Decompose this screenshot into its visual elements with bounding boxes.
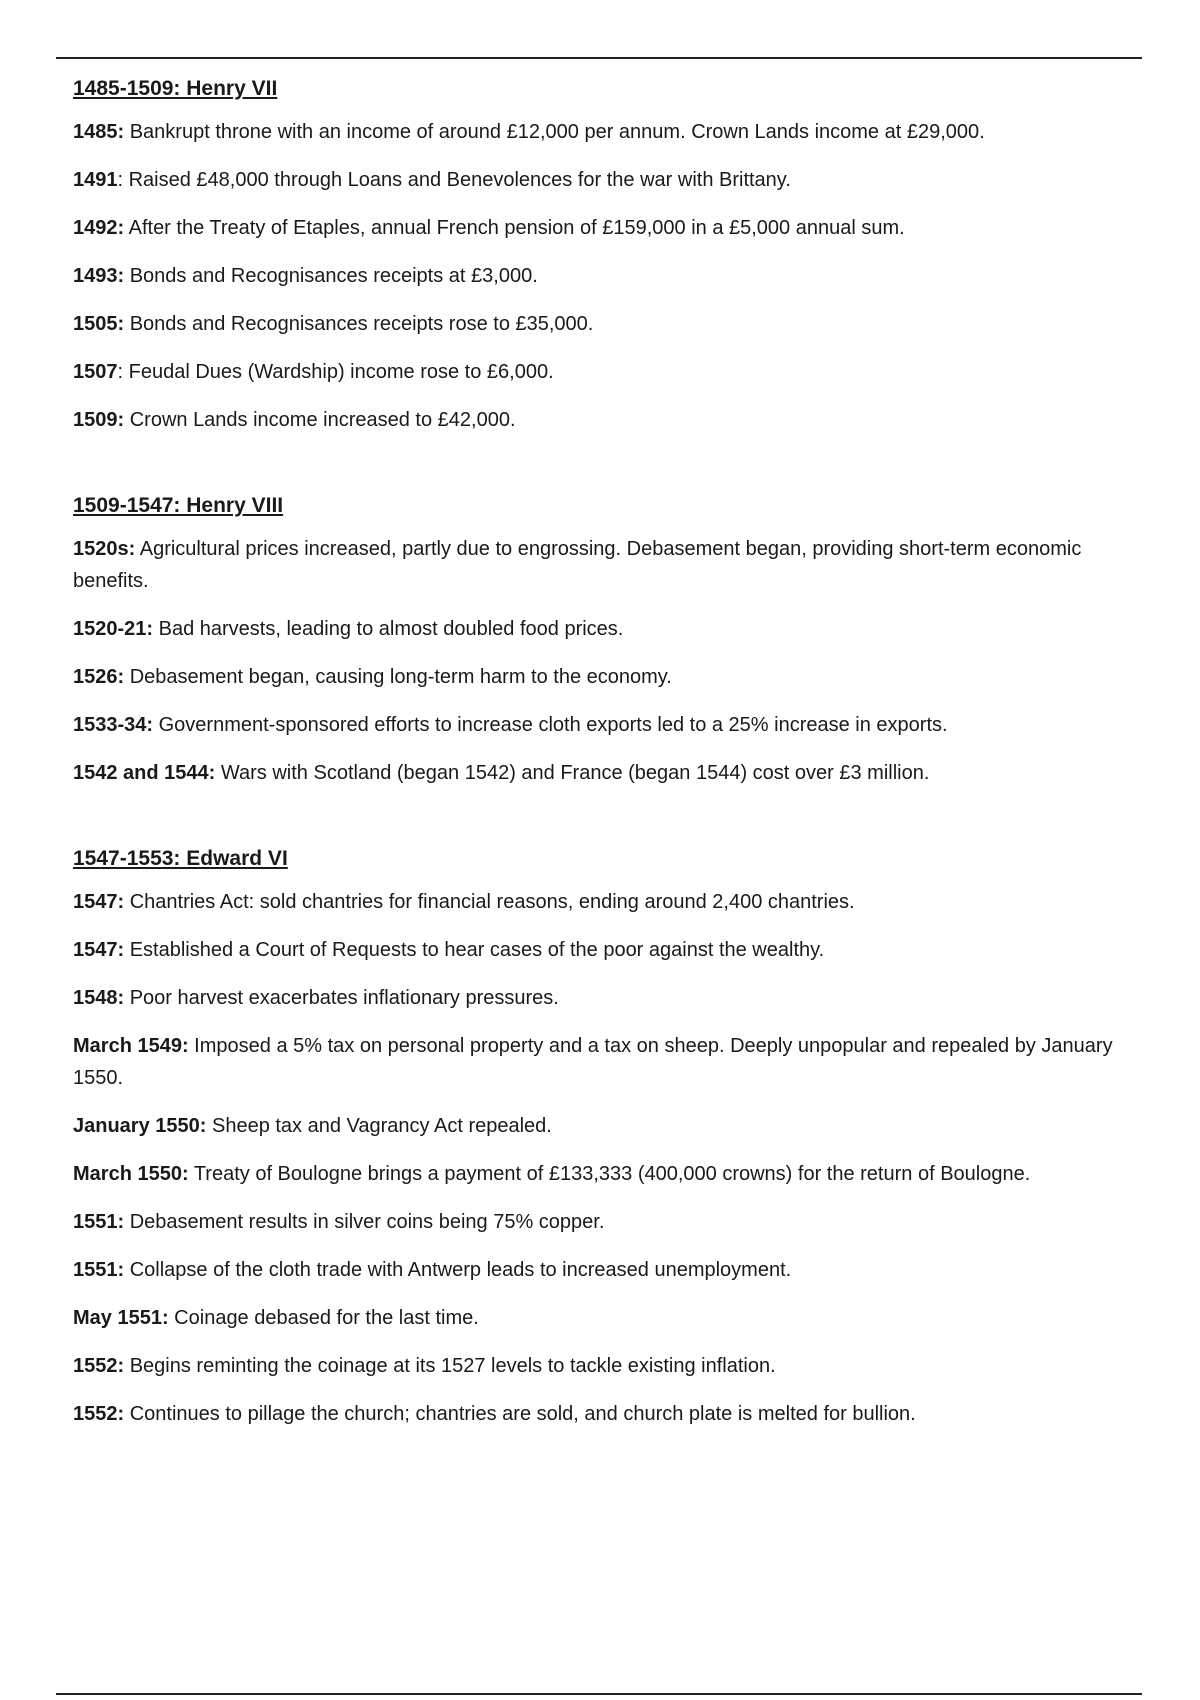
timeline-entry <box>73 164 1145 196</box>
timeline-entry <box>73 212 1145 244</box>
entry-year: 1547: <box>73 939 125 961</box>
timeline-entry <box>73 260 1145 292</box>
entry-text: Sheep tax and Vagrancy Act repealed. <box>206 1115 552 1137</box>
timeline-entry <box>73 886 1145 918</box>
entry-text: : Feudal Dues (Wardship) income rose to £6,000. <box>117 361 554 383</box>
timeline-entry <box>73 404 1145 436</box>
entry-year: 1507 <box>73 361 118 383</box>
entry-year: 1526: <box>73 666 125 688</box>
entry-text: Government-sponsored efforts to increase cloth exports led to a 25% increase in exports. <box>153 714 948 736</box>
entry-text: Begins reminting the coinage at its 1527 levels to tackle existing inflation. <box>124 1355 776 1377</box>
entry-year: 1520-21: <box>73 618 154 640</box>
entry-year: 1492: <box>73 217 125 239</box>
section-title: 1547-1553: Edward VI <box>73 847 288 870</box>
entry-text: Debasement began, causing long-term harm to the economy. <box>124 666 672 688</box>
entry-text: Coinage debased for the last time. <box>168 1307 479 1329</box>
timeline-entry <box>73 1030 1145 1094</box>
timeline-entry <box>73 356 1145 388</box>
timeline-entry <box>73 982 1145 1014</box>
entry-year: 1548: <box>73 987 125 1009</box>
entry-text: Collapse of the cloth trade with Antwerp leads to increased unemployment. <box>124 1259 792 1281</box>
timeline-entry <box>73 709 1145 741</box>
entry-text: Imposed a 5% tax on personal property and a tax on sheep. Deeply unpopular and repealed by January 1550. <box>73 1035 1113 1089</box>
entry-year: 1485: <box>73 121 125 143</box>
timeline-entry <box>73 757 1145 789</box>
entry-text: Bonds and Recognisances receipts at £3,000. <box>124 265 538 287</box>
document-body <box>73 74 1145 1430</box>
entry-year: 1491 <box>73 169 118 191</box>
entry-year: 1520s: <box>73 538 136 560</box>
entry-year: 1505: <box>73 313 125 335</box>
entry-text: Bonds and Recognisances receipts rose to £35,000. <box>124 313 594 335</box>
bottom-rule <box>56 1693 1142 1695</box>
entry-text: Bad harvests, leading to almost doubled food prices. <box>153 618 624 640</box>
top-rule <box>56 57 1142 59</box>
section-title: 1485-1509: Henry VII <box>73 77 278 100</box>
timeline-entry <box>73 533 1145 597</box>
entry-text: Chantries Act: sold chantries for financial reasons, ending around 2,400 chantries. <box>124 891 855 913</box>
timeline-entry <box>73 934 1145 966</box>
section-title: 1509-1547: Henry VIII <box>73 494 284 517</box>
timeline-entry <box>73 613 1145 645</box>
timeline-entry <box>73 116 1145 148</box>
entry-year: March 1550: <box>73 1163 189 1185</box>
timeline-entry <box>73 1158 1145 1190</box>
timeline-entry <box>73 1398 1145 1430</box>
entry-year: May 1551: <box>73 1307 169 1329</box>
entry-year: 1542 and 1544: <box>73 762 216 784</box>
timeline-entry <box>73 1254 1145 1286</box>
entry-year: January 1550: <box>73 1115 207 1137</box>
timeline-entry <box>73 1302 1145 1334</box>
entry-text: After the Treaty of Etaples, annual French pension of £159,000 in a £5,000 annual sum. <box>124 217 905 239</box>
entry-text: Agricultural prices increased, partly due to engrossing. Debasement began, providing short-term economic benefits. <box>73 538 1082 592</box>
entry-year: 1551: <box>73 1211 125 1233</box>
entry-year: 1547: <box>73 891 125 913</box>
section-henry-vii <box>73 74 1145 436</box>
timeline-entry <box>73 1206 1145 1238</box>
entry-text: Bankrupt throne with an income of around £12,000 per annum. Crown Lands income at £29,000. <box>124 121 985 143</box>
entry-year: 1509: <box>73 409 125 431</box>
entry-text: Wars with Scotland (began 1542) and France (began 1544) cost over £3 million. <box>215 762 930 784</box>
timeline-entry <box>73 1110 1145 1142</box>
entry-text: Continues to pillage the church; chantries are sold, and church plate is melted for bullion. <box>124 1403 916 1425</box>
entry-year: March 1549: <box>73 1035 189 1057</box>
entry-text: Crown Lands income increased to £42,000. <box>124 409 516 431</box>
section-henry-viii <box>73 491 1145 789</box>
entry-text: Poor harvest exacerbates inflationary pressures. <box>124 987 559 1009</box>
timeline-entry <box>73 308 1145 340</box>
entry-text: Treaty of Boulogne brings a payment of £133,333 (400,000 crowns) for the return of Boulogne. <box>188 1163 1031 1185</box>
entry-year: 1493: <box>73 265 125 287</box>
timeline-entry <box>73 1350 1145 1382</box>
section-edward-vi <box>73 844 1145 1430</box>
entry-text: Established a Court of Requests to hear cases of the poor against the wealthy. <box>124 939 825 961</box>
entry-year: 1552: <box>73 1355 125 1377</box>
entry-year: 1552: <box>73 1403 125 1425</box>
entry-text: Debasement results in silver coins being 75% copper. <box>124 1211 605 1233</box>
entry-text: : Raised £48,000 through Loans and Benevolences for the war with Brittany. <box>117 169 791 191</box>
entry-year: 1533-34: <box>73 714 154 736</box>
entry-year: 1551: <box>73 1259 125 1281</box>
timeline-entry <box>73 661 1145 693</box>
